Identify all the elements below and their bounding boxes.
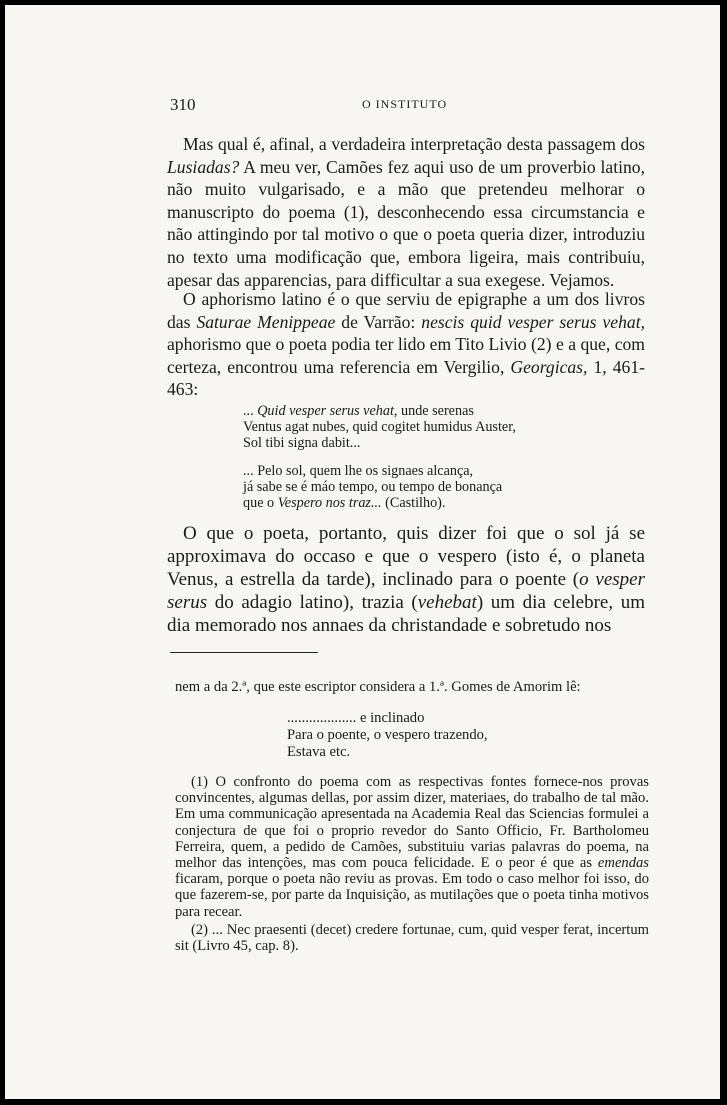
verse-line: já sabe se é máo tempo, ou tempo de bonança	[243, 479, 503, 495]
verse-line: ................... e inclinado	[287, 710, 425, 726]
paragraph-2: O aphorismo latino é o que serviu de epigraphe a um dos livros das Saturae Menippeae de Varrão: nescis quid vesper serus vehat, aphorismo que o poeta podia ter lido em Tito Livio (2) e a que, com certeza, encontrou uma referencia em Vergilio, Georgicas, 1, 461-463:	[167, 289, 645, 400]
verse-line: Para o poente, o vespero trazendo,	[287, 727, 488, 743]
running-head: O INSTITUTO	[362, 97, 448, 111]
verse-line: que o Vespero nos traz... (Castilho).	[243, 495, 446, 511]
verse-line: ... Quid vesper serus vehat, unde serenas	[243, 403, 474, 419]
footnote-2: (2) ... Nec praesenti (decet) credere fortunae, cum, quid vesper ferat, incertum sit (Livro 45, cap. 8).	[175, 921, 649, 955]
verse-line: Estava etc.	[287, 744, 351, 760]
verse-line: Ventus agat nubes, quid cogitet humidus Auster,	[243, 419, 516, 435]
footnote-continued: nem a da 2.ª, que este escriptor considera a 1.ª. Gomes de Amorim lê:	[175, 679, 581, 695]
footnote-1: (1) O confronto do poema com as respectivas fontes fornece-nos provas convincentes, algumas dellas, por assim dizer, materiaes, do trabalho de tal mão. Em uma communicação apresentada na Academia Real das Sciencias formulei a conjectura de que foi o proprio revedor do Santo Officio, Fr. Bartholomeu Ferreira, quem, a pedido de Camões, substituiu varias palavras do poema, na melhor das intenções, mas com pouca felicidade. E o peor é que as emendas ficaram, porque o poeta não reviu as provas. Em todo o caso melhor foi isso, do que fazerem-se, por parte da Inquisição, as mutilações que o poeta tinha motivos para recear.	[175, 774, 649, 920]
paragraph-1: Mas qual é, afinal, a verdadeira interpretação desta passagem dos Lusiadas? A meu ver, Camões fez aqui uso de um proverbio latino, não muito vulgarisado, e a mão que pretendeu melhorar o manuscripto do poema (1), desconhecendo essa circumstancia e não attingindo por tal motivo o que o poeta queria dizer, introduziu no texto uma modificação que, embora ligeira, mais contribuiu, apesar das apparencias, para difficultar a sua exegese. Vejamos.	[167, 134, 645, 290]
paragraph-3: O que o poeta, portanto, quis dizer foi que o sol já se approximava do occaso e que o vespero (isto é, o planeta Venus, a estrella da tarde), inclinado para o poente (o vesper serus do adagio latino), trazia (vehebat) um dia celebre, um dia memorado nos annaes da christandade e sobretudo nos	[167, 523, 645, 636]
footnotes	[175, 774, 649, 956]
page-header	[170, 95, 640, 117]
portuguese-verse-quote	[243, 463, 603, 511]
latin-verse-quote	[243, 403, 603, 451]
footnote-divider	[170, 652, 318, 653]
footnote-verse-quote	[287, 710, 587, 761]
verse-line: Sol tibi signa dabit...	[243, 435, 361, 451]
page-number: 310	[170, 95, 196, 114]
verse-line: ... Pelo sol, quem lhe os signaes alcança,	[243, 463, 474, 479]
book-page	[5, 5, 720, 1099]
